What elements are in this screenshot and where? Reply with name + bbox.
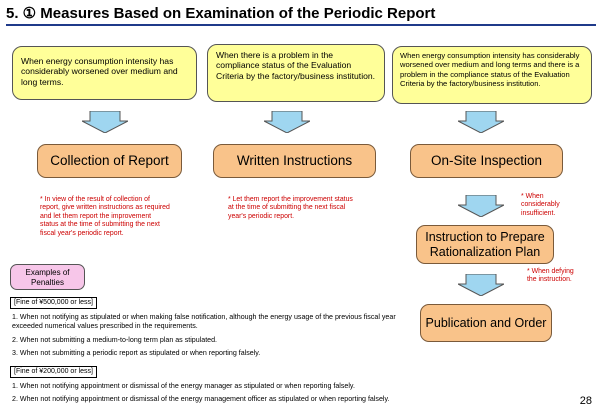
fine-500000-label: [Fine of ¥500,000 or less] — [10, 297, 97, 309]
condition-box-both: When energy consumption intensity has considerably worsened over medium and long terms and there is a problem in the compliance status of the Evaluation Criteria by the factory/business institution. — [392, 46, 592, 104]
page-number: 28 — [579, 395, 592, 407]
down-arrow-icon — [458, 111, 504, 133]
penalty-item: 1. When not notifying appointment or dismissal of the energy manager as stipulated or when reporting falsely. — [12, 382, 355, 390]
instructions-note: * Let them report the improvement status at the time of submitting the next fiscal year's periodic report. — [228, 196, 353, 220]
title-divider — [6, 24, 596, 26]
penalty-item: 2. When not notifying appointment or dismissal of the energy management officer as stipulated or when reporting falsely. — [12, 395, 390, 403]
condition-box-compliance: When there is a problem in the compliance status of the Evaluation Criteria by the factory/business institution. — [207, 44, 385, 102]
penalty-item: 2. When not submitting a medium-to-long term plan as stipulated. — [12, 336, 218, 344]
insufficient-note: * When considerably insufficient. — [521, 193, 560, 217]
written-instructions-box: Written Instructions — [213, 144, 376, 178]
fine-200000-label: [Fine of ¥200,000 or less] — [10, 366, 97, 378]
collection-of-report-box: Collection of Report — [37, 144, 182, 178]
defying-note: * When defying the instruction. — [527, 268, 574, 284]
penalty-item: 1. When not notifying as stipulated or when making false notification, although the energy usage of the previous fiscal year exceeded numerical values prescribed in the requirements. — [12, 313, 396, 330]
collection-note: * In view of the result of collection of report, give written instructions as required and let them report the improvement status at the time of submitting the next fiscal year's periodic report. — [40, 196, 170, 237]
page-title: 5. ① Measures Based on Examination of the Periodic Report — [6, 5, 436, 22]
down-arrow-icon — [82, 111, 128, 133]
publication-order-box: Publication and Order — [420, 304, 552, 342]
penalty-item: 3. When not submitting a periodic report as stipulated or when reporting falsely. — [12, 349, 261, 357]
on-site-inspection-box: On-Site Inspection — [410, 144, 563, 178]
condition-box-worsened: When energy consumption intensity has considerably worsened over medium and long terms. — [12, 46, 197, 100]
down-arrow-icon — [458, 274, 504, 296]
down-arrow-icon — [458, 195, 504, 217]
instruction-plan-box: Instruction to Prepare Rationalization Plan — [416, 225, 554, 264]
penalties-label: Examples of Penalties — [10, 264, 85, 290]
down-arrow-icon — [264, 111, 310, 133]
